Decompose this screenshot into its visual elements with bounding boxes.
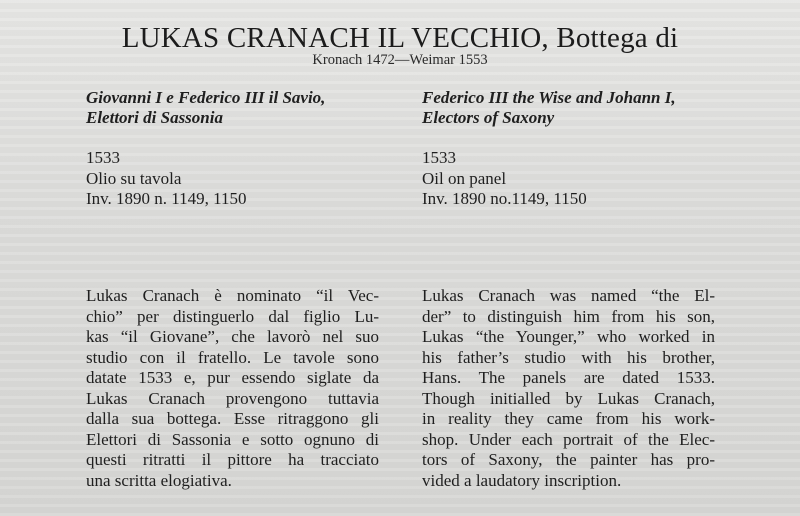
italian-description-line: kas “il Giovane”, che lavorò nel suo: [86, 327, 379, 346]
italian-description-line: dalla sua bottega. Esse ritraggono gli: [86, 409, 379, 428]
english-work-title: [422, 88, 722, 128]
english-description-line: in reality they came from his work-: [422, 409, 715, 428]
italian-description-line: studio con il fratello. Le tavole sono: [86, 347, 379, 367]
english-description-line: Hans. The panels are dated 1533.: [422, 368, 715, 387]
english-description-line: der” to distinguish him from his son,: [422, 306, 715, 326]
english-details: [422, 148, 722, 210]
english-description-line: Though initialled by Lukas Cranach,: [422, 388, 715, 408]
italian-date: 1533: [86, 148, 120, 167]
english-title-line: Federico III the Wise and Johann I,: [422, 88, 676, 107]
english-description-line: tors of Saxony, the painter has pro-: [422, 450, 715, 469]
italian-description-line: chio” per distinguerlo dal figlio Lu-: [86, 306, 379, 326]
italian-description-line: datate 1533 e, pur essendo siglate da: [86, 368, 379, 387]
italian-work-title: [86, 88, 386, 128]
artist-title: LUKAS CRANACH IL VECCHIO, Bottega di: [121, 22, 679, 54]
italian-medium: Olio su tavola: [86, 168, 182, 188]
italian-description: [86, 286, 379, 491]
english-description-line: his father’s studio with his brother,: [422, 347, 715, 367]
italian-description-line: Lukas Cranach provengono tuttavia: [86, 388, 379, 408]
italian-description-line: una scritta elogiativa.: [86, 470, 232, 490]
english-description-line: Lukas “the Younger,” who worked in: [422, 327, 715, 346]
english-description-line: vided a laudatory inscription.: [422, 470, 622, 490]
italian-title-line: Elettori di Sassonia: [86, 108, 223, 127]
english-description-line: shop. Under each portrait of the Elec-: [422, 429, 715, 449]
english-title-line: Electors of Saxony: [422, 108, 555, 127]
italian-title-line: Giovanni I e Federico III il Savio,: [86, 88, 326, 107]
italian-inventory: Inv. 1890 n. 1149, 1150: [86, 189, 247, 208]
english-inventory: Inv. 1890 no.1149, 1150: [422, 189, 587, 208]
english-description: [422, 286, 715, 491]
italian-details: [86, 148, 386, 210]
english-medium: Oil on panel: [422, 168, 507, 188]
artist-life-dates: Kronach 1472—Weimar 1553: [312, 52, 488, 68]
english-date: 1533: [422, 148, 456, 167]
italian-description-line: questi ritratti il pittore ha tracciato: [86, 450, 379, 469]
italian-description-line: Elettori di Sassonia e sotto ognuno di: [86, 429, 379, 449]
english-description-line: Lukas Cranach was named “the El-: [422, 286, 715, 305]
italian-description-line: Lukas Cranach è nominato “il Vec-: [86, 286, 379, 305]
